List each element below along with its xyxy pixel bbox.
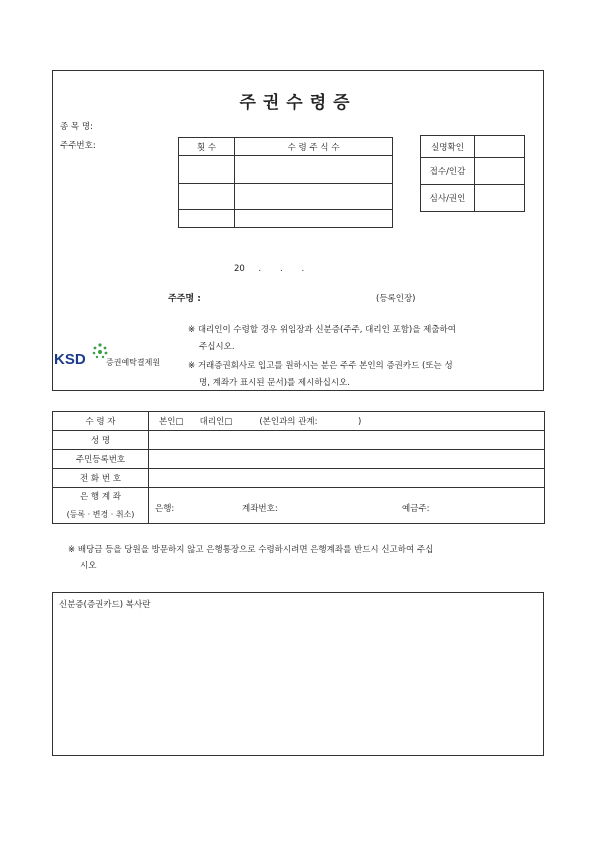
holder-number-label: 주주번호: [60, 141, 96, 151]
bank-account-field[interactable] [149, 488, 545, 524]
note-transfer-cont: 명, 계좌가 표시된 문서)를 제시하십시오. [199, 378, 350, 388]
bank-label-line2: (등록 · 변경 · 취소) [66, 509, 135, 519]
logo-text: KSD [54, 351, 86, 368]
count-cell[interactable] [179, 210, 235, 228]
shares-table [178, 137, 393, 228]
shares-cell[interactable] [235, 184, 393, 210]
receiver-options[interactable]: 본인□ 대리인□ (본인과의 관계: ) [149, 412, 545, 431]
name-field[interactable] [149, 431, 545, 450]
confirm-cell[interactable] [475, 158, 525, 185]
date-line: 20 . . . [234, 264, 305, 274]
ksd-logo [54, 342, 179, 372]
confirm-label-seal: 접수/인감 [421, 158, 475, 185]
count-cell[interactable] [179, 156, 235, 184]
holder-name-label: 주주명 : [168, 294, 201, 304]
note-transfer: ※ 거래증권회사로 입고를 원하시는 분은 주주 본인의 증권카드 (또는 성 [188, 361, 453, 371]
phone-label: 전 화 번 호 [53, 469, 149, 488]
stock-name-label: 종 목 명: [60, 122, 93, 132]
id-copy-label: 신분증(증권카드) 복사란 [59, 600, 151, 610]
name-label: 성 명 [53, 431, 149, 450]
shares-header: 수 령 주 식 수 [235, 138, 393, 156]
account-number-field[interactable]: 계좌번호: [242, 504, 278, 514]
note-proxy-cont: 주십시오. [199, 342, 235, 352]
logo-subtext: 증권예탁결제원 [106, 358, 161, 367]
id-copy-box [52, 592, 544, 756]
shares-cell[interactable] [235, 210, 393, 228]
count-header: 횟 수 [179, 138, 235, 156]
seal-note: (등록인장) [376, 294, 416, 304]
receiver-table [52, 411, 545, 524]
footnote-line1: ※ 배당금 등을 당원을 방문하지 않고 은행통장으로 수령하시려면 은행계좌를 반드시 신고하여 주십 [68, 545, 434, 555]
rrn-field[interactable] [149, 450, 545, 469]
form-title: 주권수령증 [239, 93, 357, 113]
confirm-table [420, 135, 525, 212]
bank-name-field[interactable]: 은행: [155, 504, 175, 514]
confirm-label-review: 심사/권인 [421, 185, 475, 212]
bank-label [53, 488, 149, 524]
depositor-field[interactable]: 예금주: [402, 504, 430, 514]
confirm-label-realname: 실명확인 [421, 136, 475, 158]
confirm-cell[interactable] [475, 185, 525, 212]
phone-field[interactable] [149, 469, 545, 488]
shares-cell[interactable] [235, 156, 393, 184]
rrn-label: 주민등록번호 [53, 450, 149, 469]
receiver-label: 수 령 자 [53, 412, 149, 431]
footnote-line2: 시오 [80, 561, 97, 571]
count-cell[interactable] [179, 184, 235, 210]
note-proxy: ※ 대리인이 수령할 경우 위임장과 신분증(주주, 대리인 포함)을 제출하여 [188, 325, 456, 335]
bank-label-line1: 은 행 계 좌 [80, 491, 121, 502]
confirm-cell[interactable] [475, 136, 525, 158]
